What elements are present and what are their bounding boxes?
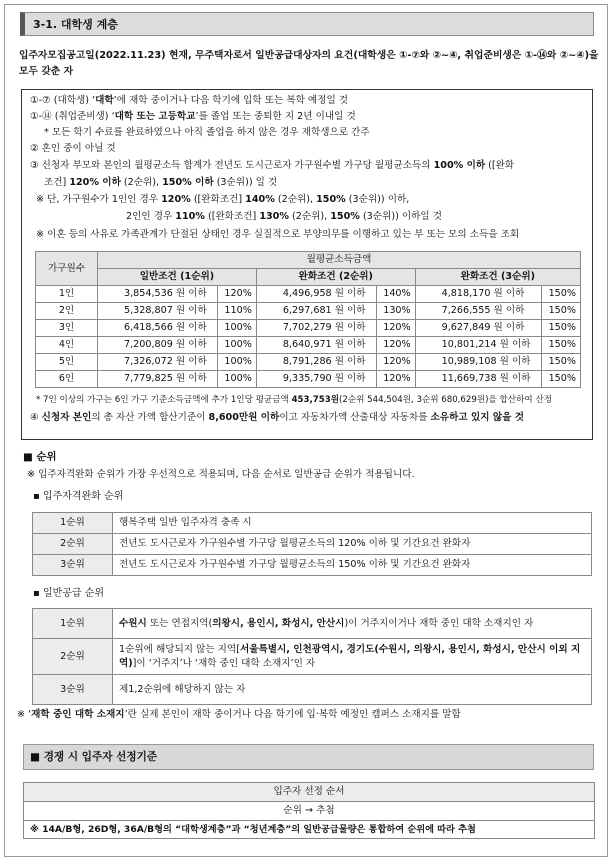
table-row [33, 609, 592, 639]
selection-table [23, 782, 595, 839]
household-cell: 2인 [36, 303, 98, 320]
relax3-header: 완화조건 (3순위) [415, 269, 580, 286]
relax3-percent-cell: 150% [542, 303, 581, 320]
campus-note: ※ ‘재학 중인 대학 소재지’란 실제 본인이 재학 중이거나 다음 학기에 입·복학 예정인 캠퍼스 소재지를 말함 [17, 709, 461, 720]
household-cell: 1인 [36, 286, 98, 303]
rank-cell: 1순위 [33, 609, 113, 639]
general-percent-cell: 100% [218, 337, 257, 354]
relax2-amount-cell: 7,702,279 원 이하 [256, 320, 376, 337]
table-row [36, 286, 581, 303]
rank-text: 제1,2순위에 해당하지 않는 자 [113, 675, 592, 705]
general-percent-cell: 100% [218, 354, 257, 371]
general-amount-cell: 3,854,536 원 이하 [98, 286, 218, 303]
relax2-amount-cell: 8,640,971 원 이하 [256, 337, 376, 354]
rank-text: 1순위에 해당되지 않는 지역[서울특별시, 인천광역시, 경기도(수원시, 의왕시, 용인시, 화성시, 안산시 이외 지역)]이 ‘거주지’나 ‘재학 중인 대학 소재지’인 자 [113, 639, 592, 675]
general-ranking-table [32, 608, 592, 705]
relax2-amount-cell: 8,791,286 원 이하 [256, 354, 376, 371]
criteria-income: ③ 신청자 부모와 본인의 월평균소득 합계가 전년도 도시근로자 가구원수별 가구당 월평균소득의 100% 이하 ([완화 [30, 160, 515, 171]
relax2-amount-cell: 4,496,958 원 이하 [256, 286, 376, 303]
relax-ranking-table [32, 512, 592, 576]
relax2-percent-cell: 120% [377, 320, 416, 337]
rank-text: 수원시 또는 연접지역(의왕시, 용인시, 화성시, 안산시)이 거주지이거나 재학 중인 대학 소재지인 자 [113, 609, 592, 639]
relax3-amount-cell: 9,627,849 원 이하 [415, 320, 542, 337]
relax3-percent-cell: 150% [542, 286, 581, 303]
criteria-jobseeker: ①-⑭ (취업준비생) ‘대학 또는 고등학교’를 졸업 또는 중퇴한 지 2년 이내일 것 [30, 111, 356, 122]
criteria-note: * 모든 학기 수료를 완료하였으나 아직 졸업을 하지 않은 경우 재학생으로 간주 [44, 127, 370, 138]
general-percent-cell: 110% [218, 303, 257, 320]
general-amount-cell: 7,326,072 원 이하 [98, 354, 218, 371]
relax2-percent-cell: 120% [377, 371, 416, 388]
relax2-percent-cell: 130% [377, 303, 416, 320]
selection-order: 순위 → 추첨 [24, 801, 595, 820]
relax2-amount-cell: 6,297,681 원 이하 [256, 303, 376, 320]
rank-text: 행복주택 일반 입주자격 충족 시 [113, 513, 592, 534]
criteria-student: ①-⑦ (대학생) ‘대학’에 재학 중이거나 다음 학기에 입학 또는 복학 예정일 것 [30, 95, 349, 106]
relax-ranking-title: ▪ 입주자격완화 순위 [33, 491, 124, 502]
table-row [33, 675, 592, 705]
rank-text: 전년도 도시근로자 가구원수별 가구당 월평균소득의 150% 이하 및 기간요건 완화자 [113, 555, 592, 576]
household-cell: 4인 [36, 337, 98, 354]
ranking-note: ※ 입주자격완화 순위가 가장 우선적으로 적용되며, 다음 순서로 일반공급 순위가 적용됩니다. [27, 469, 415, 480]
eligibility-intro: 입주자모집공고일(2022.11.23) 현재, 무주택자로서 일반공급대상자의 요건(대학생은 ①-⑦와 ②~④, 취업준비생은 ①-⑭와 ②~④)을 모두 갖춘 자 [19, 50, 599, 77]
general-percent-cell: 120% [218, 286, 257, 303]
table-row [36, 303, 581, 320]
general-ranking-title: ▪ 일반공급 순위 [33, 588, 105, 599]
general-percent-cell: 100% [218, 371, 257, 388]
table-row [36, 371, 581, 388]
asset-criteria: ④ 신청자 본인의 총 자산 가액 합산기준이 8,600만원 이하이고 자동차가액 산출대상 자동차를 소유하고 있지 않을 것 [30, 412, 524, 423]
household-header: 가구원수 [36, 252, 98, 286]
income-header: 월평균소득금액 [98, 252, 581, 269]
household-cell: 3인 [36, 320, 98, 337]
rank-cell: 2순위 [33, 639, 113, 675]
document-page [4, 4, 608, 857]
relax3-amount-cell: 4,818,170 원 이하 [415, 286, 542, 303]
household-cell: 6인 [36, 371, 98, 388]
general-amount-cell: 7,779,825 원 이하 [98, 371, 218, 388]
criteria-two: 2인인 경우 110% ([완화조건] 130% (2순위), 150% (3순위)) 이하일 것 [126, 211, 442, 222]
criteria-unmarried: ② 혼인 중이 아닐 것 [30, 143, 116, 154]
relax3-percent-cell: 150% [542, 371, 581, 388]
table-row [33, 534, 592, 555]
selection-note: ※ 14A/B형, 26D형, 36A/B형의 “대학생계층”과 “청년계층”의 일반공급물량은 통합하여 순위에 따라 추첨 [24, 820, 595, 838]
criteria-single: ※ 단, 가구원수가 1인인 경우 120% ([완화조건] 140% (2순위), 150% (3순위)) 이하, [36, 194, 410, 205]
relax3-percent-cell: 150% [542, 354, 581, 371]
relax3-amount-cell: 10,801,214 원 이하 [415, 337, 542, 354]
section-header [20, 12, 594, 36]
rank-cell: 3순위 [33, 675, 113, 705]
ranking-title: ■ 순위 [23, 451, 57, 463]
rank-cell: 3순위 [33, 555, 113, 576]
relax3-percent-cell: 150% [542, 320, 581, 337]
rank-cell: 1순위 [33, 513, 113, 534]
income-footnote: * 7인 이상의 가구는 6인 가구 기준소득금액에 추가 1인당 평균금액 453,753원(2순위 544,504원, 3순위 680,629원)을 합산하여 산정 [36, 395, 553, 405]
general-percent-cell: 100% [218, 320, 257, 337]
relax3-amount-cell: 11,669,738 원 이하 [415, 371, 542, 388]
selection-col-header: 입주자 선정 순서 [24, 783, 595, 802]
table-row [36, 337, 581, 354]
selection-header-bar [23, 744, 594, 770]
household-cell: 5인 [36, 354, 98, 371]
table-row [36, 354, 581, 371]
selection-title: ■ 경쟁 시 입주자 선정기준 [30, 751, 158, 763]
table-row [33, 555, 592, 576]
table-row [33, 513, 592, 534]
rank-cell: 2순위 [33, 534, 113, 555]
general-amount-cell: 5,328,807 원 이하 [98, 303, 218, 320]
rank-text: 전년도 도시근로자 가구원수별 가구당 월평균소득의 120% 이하 및 기간요건 완화자 [113, 534, 592, 555]
criteria-divorce: ※ 이혼 등의 사유로 가족관계가 단절된 상태인 경우 실질적으로 부양의무를 이행하고 있는 부 또는 모의 소득을 조회 [36, 229, 520, 240]
relax2-percent-cell: 120% [377, 354, 416, 371]
relax3-amount-cell: 7,266,555 원 이하 [415, 303, 542, 320]
relax3-percent-cell: 150% [542, 337, 581, 354]
relax2-header: 완화조건 (2순위) [256, 269, 415, 286]
section-title: 3-1. 대학생 계층 [33, 18, 118, 31]
relax2-amount-cell: 9,335,790 원 이하 [256, 371, 376, 388]
relax3-amount-cell: 10,989,108 원 이하 [415, 354, 542, 371]
table-row [36, 320, 581, 337]
table-row [33, 639, 592, 675]
income-table [35, 251, 581, 388]
general-amount-cell: 6,418,566 원 이하 [98, 320, 218, 337]
general-header: 일반조건 (1순위) [98, 269, 257, 286]
criteria-income-relax: 조건] 120% 이하 (2순위), 150% 이하 (3순위)) 일 것 [44, 177, 278, 188]
general-amount-cell: 7,200,809 원 이하 [98, 337, 218, 354]
relax2-percent-cell: 140% [377, 286, 416, 303]
relax2-percent-cell: 120% [377, 337, 416, 354]
